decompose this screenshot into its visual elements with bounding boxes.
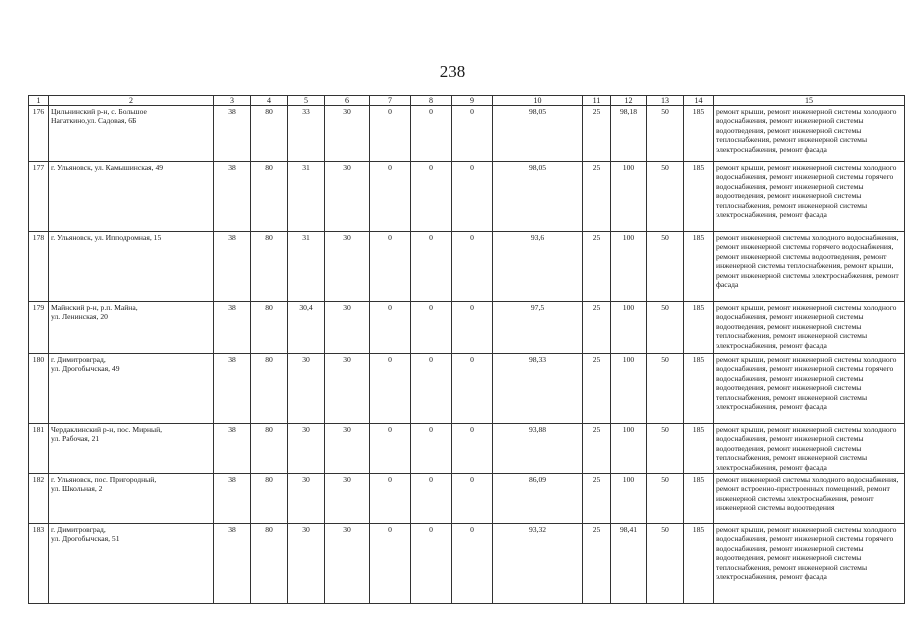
- col11-value: 25: [583, 162, 611, 232]
- col9-value: 0: [452, 524, 493, 604]
- col11-value: 25: [583, 302, 611, 354]
- col14-value: 185: [684, 106, 714, 162]
- table-row: [29, 424, 905, 474]
- col13-value: 50: [647, 162, 684, 232]
- col5-value: 30: [288, 474, 325, 524]
- col13-value: 50: [647, 424, 684, 474]
- col10-value: 93,88: [493, 424, 583, 474]
- col3-value: 38: [214, 232, 251, 302]
- col10-value: 98,05: [493, 162, 583, 232]
- col10-value: 97,5: [493, 302, 583, 354]
- table-row: [29, 106, 905, 162]
- col7-value: 0: [370, 354, 411, 424]
- col4-value: 80: [251, 354, 288, 424]
- col6-value: 30: [325, 302, 370, 354]
- col12-value: 98,18: [611, 106, 647, 162]
- col4-value: 80: [251, 302, 288, 354]
- col13-value: 50: [647, 524, 684, 604]
- table-row: [29, 162, 905, 232]
- address-cell: Чердаклинский р-н, пос. Мирный, ул. Рабочая, 21: [49, 424, 214, 474]
- works-description: ремонт крыши, ремонт инженерной системы холодного водоснабжения, ремонт инженерной системы водоотведения, ремонт инженерной системы теплоснабжения, ремонт инженерной системы электроснабжения, ремонт фасада: [714, 106, 905, 162]
- row-number: 182: [29, 474, 49, 524]
- col8-value: 0: [411, 106, 452, 162]
- col4-value: 80: [251, 424, 288, 474]
- row-number: 180: [29, 354, 49, 424]
- col6-value: 30: [325, 162, 370, 232]
- col6-value: 30: [325, 424, 370, 474]
- row-number: 177: [29, 162, 49, 232]
- header-cell: 1: [29, 96, 49, 106]
- works-description: ремонт инженерной системы холодного водоснабжения, ремонт встроенно-пристроенных помещений, ремонт инженерной системы электроснабжения, ремонт инженерной системы водоотведения: [714, 474, 905, 524]
- address-cell: г. Ульяновск, ул. Камышинская, 49: [49, 162, 214, 232]
- col13-value: 50: [647, 232, 684, 302]
- col11-value: 25: [583, 354, 611, 424]
- col12-value: 100: [611, 354, 647, 424]
- col5-value: 31: [288, 162, 325, 232]
- col14-value: 185: [684, 354, 714, 424]
- col3-value: 38: [214, 302, 251, 354]
- col13-value: 50: [647, 354, 684, 424]
- col5-value: 30: [288, 354, 325, 424]
- col12-value: 98,41: [611, 524, 647, 604]
- col12-value: 100: [611, 302, 647, 354]
- col4-value: 80: [251, 232, 288, 302]
- address-cell: г. Димитровград, ул. Дрогобычская, 51: [49, 524, 214, 604]
- col13-value: 50: [647, 302, 684, 354]
- row-number: 181: [29, 424, 49, 474]
- address-cell: г. Димитровград, ул. Дрогобычская, 49: [49, 354, 214, 424]
- table-header-row: [29, 96, 905, 106]
- header-cell: 2: [49, 96, 214, 106]
- col11-value: 25: [583, 232, 611, 302]
- col9-value: 0: [452, 302, 493, 354]
- header-cell: 4: [251, 96, 288, 106]
- col4-value: 80: [251, 106, 288, 162]
- col5-value: 31: [288, 232, 325, 302]
- col9-value: 0: [452, 162, 493, 232]
- col14-value: 185: [684, 474, 714, 524]
- works-description: ремонт крыши, ремонт инженерной системы холодного водоснабжения, ремонт инженерной системы горячего водоснабжения, ремонт инженерной системы водоотведения, ремонт инженерной системы теплоснабжения, ремонт инженерной системы электроснабжения, ремонт фасада: [714, 354, 905, 424]
- col3-value: 38: [214, 354, 251, 424]
- col12-value: 100: [611, 232, 647, 302]
- col10-value: 93,32: [493, 524, 583, 604]
- col5-value: 30: [288, 524, 325, 604]
- header-cell: 15: [714, 96, 905, 106]
- col8-value: 0: [411, 354, 452, 424]
- col7-value: 0: [370, 524, 411, 604]
- works-description: ремонт крыши, ремонт инженерной системы холодного водоснабжения, ремонт инженерной системы водоотведения, ремонт инженерной системы теплоснабжения, ремонт инженерной системы электроснабжения, ремонт фасада: [714, 302, 905, 354]
- table-row: [29, 354, 905, 424]
- col14-value: 185: [684, 232, 714, 302]
- col6-value: 30: [325, 106, 370, 162]
- col11-value: 25: [583, 474, 611, 524]
- col12-value: 100: [611, 474, 647, 524]
- col7-value: 0: [370, 162, 411, 232]
- header-cell: 13: [647, 96, 684, 106]
- col6-value: 30: [325, 474, 370, 524]
- col9-value: 0: [452, 474, 493, 524]
- col4-value: 80: [251, 524, 288, 604]
- col6-value: 30: [325, 232, 370, 302]
- table-row: [29, 232, 905, 302]
- col8-value: 0: [411, 162, 452, 232]
- col13-value: 50: [647, 474, 684, 524]
- col9-value: 0: [452, 354, 493, 424]
- table-row: [29, 302, 905, 354]
- table-row: [29, 474, 905, 524]
- table-row: [29, 524, 905, 604]
- address-cell: Цильнинский р-н, с. Большое Нагаткино,ул. Садовая, 6Б: [49, 106, 214, 162]
- header-cell: 7: [370, 96, 411, 106]
- works-description: ремонт инженерной системы холодного водоснабжения, ремонт инженерной системы горячего водоснабжения, ремонт инженерной системы водоотведения, ремонт инженерной системы теплоснабжения, ремонт крыши, ремонт инженерной системы электроснабжения, ремонт фасада: [714, 232, 905, 302]
- address-cell: г. Ульяновск, пос. Пригородный, ул. Школьная, 2: [49, 474, 214, 524]
- col3-value: 38: [214, 524, 251, 604]
- col11-value: 25: [583, 524, 611, 604]
- works-description: ремонт крыши, ремонт инженерной системы холодного водоснабжения, ремонт инженерной системы горячего водоснабжения, ремонт инженерной системы водоотведения, ремонт инженерной системы теплоснабжения, ремонт инженерной системы электроснабжения, ремонт фасада: [714, 524, 905, 604]
- col10-value: 98,33: [493, 354, 583, 424]
- col7-value: 0: [370, 474, 411, 524]
- col11-value: 25: [583, 424, 611, 474]
- header-cell: 9: [452, 96, 493, 106]
- col13-value: 50: [647, 106, 684, 162]
- col3-value: 38: [214, 424, 251, 474]
- col14-value: 185: [684, 302, 714, 354]
- works-description: ремонт крыши, ремонт инженерной системы холодного водоснабжения, ремонт инженерной системы водоотведения, ремонт инженерной системы теплоснабжения, ремонт инженерной системы электроснабжения, ремонт фасада: [714, 424, 905, 474]
- col8-value: 0: [411, 424, 452, 474]
- col3-value: 38: [214, 106, 251, 162]
- row-number: 178: [29, 232, 49, 302]
- col14-value: 185: [684, 424, 714, 474]
- col8-value: 0: [411, 474, 452, 524]
- col6-value: 30: [325, 354, 370, 424]
- col14-value: 185: [684, 162, 714, 232]
- col9-value: 0: [452, 232, 493, 302]
- col7-value: 0: [370, 302, 411, 354]
- header-cell: 10: [493, 96, 583, 106]
- col7-value: 0: [370, 106, 411, 162]
- col10-value: 98,05: [493, 106, 583, 162]
- col12-value: 100: [611, 162, 647, 232]
- address-cell: г. Ульяновск, ул. Ипподромная, 15: [49, 232, 214, 302]
- col4-value: 80: [251, 162, 288, 232]
- col7-value: 0: [370, 424, 411, 474]
- col10-value: 93,6: [493, 232, 583, 302]
- header-cell: 14: [684, 96, 714, 106]
- col3-value: 38: [214, 162, 251, 232]
- col10-value: 86,09: [493, 474, 583, 524]
- col8-value: 0: [411, 524, 452, 604]
- row-number: 179: [29, 302, 49, 354]
- col8-value: 0: [411, 232, 452, 302]
- col5-value: 30,4: [288, 302, 325, 354]
- col9-value: 0: [452, 424, 493, 474]
- col6-value: 30: [325, 524, 370, 604]
- col14-value: 185: [684, 524, 714, 604]
- header-cell: 11: [583, 96, 611, 106]
- header-cell: 12: [611, 96, 647, 106]
- header-cell: 8: [411, 96, 452, 106]
- col9-value: 0: [452, 106, 493, 162]
- page-number: 238: [439, 62, 466, 81]
- col3-value: 38: [214, 474, 251, 524]
- address-cell: Майнский р-н, р.п. Майна, ул. Ленинская, 20: [49, 302, 214, 354]
- header-cell: 3: [214, 96, 251, 106]
- header-cell: 6: [325, 96, 370, 106]
- col8-value: 0: [411, 302, 452, 354]
- row-number: 176: [29, 106, 49, 162]
- header-cell: 5: [288, 96, 325, 106]
- col12-value: 100: [611, 424, 647, 474]
- works-table: [28, 95, 905, 604]
- row-number: 183: [29, 524, 49, 604]
- col11-value: 25: [583, 106, 611, 162]
- col5-value: 33: [288, 106, 325, 162]
- col5-value: 30: [288, 424, 325, 474]
- col7-value: 0: [370, 232, 411, 302]
- col4-value: 80: [251, 474, 288, 524]
- works-description: ремонт крыши, ремонт инженерной системы холодного водоснабжения, ремонт инженерной системы горячего водоснабжения, ремонт инженерной системы водоотведения, ремонт инженерной системы теплоснабжения, ремонт инженерной системы электроснабжения, ремонт фасада: [714, 162, 905, 232]
